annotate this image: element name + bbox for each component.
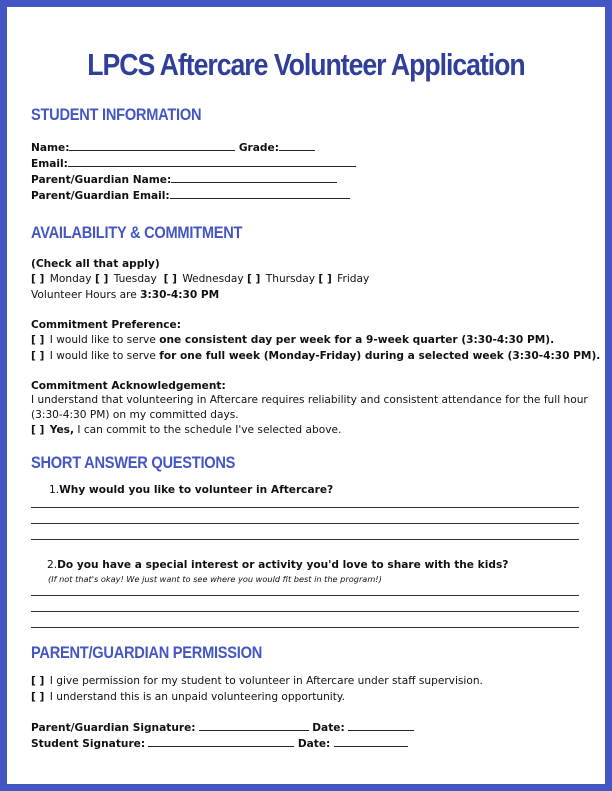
grade-field[interactable] xyxy=(279,140,315,151)
volunteer-hours: Volunteer Hours are 3:30-4:30 PM xyxy=(31,289,220,301)
checkbox-permission[interactable]: [ ] xyxy=(31,675,45,687)
preference-option-quarter: [ ] I would like to serve one consistent day per week for a 9-week quarter (3:30-4:30 PM). xyxy=(31,334,555,346)
preference-label: Commitment Preference: xyxy=(31,319,181,331)
question-1: 1.Why would you like to volunteer in Aftercare? xyxy=(49,484,334,496)
parent-name-row xyxy=(31,172,337,188)
parent-signature-field[interactable] xyxy=(199,720,309,731)
answer-1-line-1[interactable] xyxy=(31,507,579,508)
name-grade-row xyxy=(31,140,315,156)
parent-date-label: Date: xyxy=(312,722,345,734)
email-row xyxy=(31,156,356,172)
parent-signature-label: Parent/Guardian Signature: xyxy=(31,722,196,734)
answer-1-line-3[interactable] xyxy=(31,539,579,540)
checkbox-quarter[interactable]: [ ] xyxy=(31,334,45,346)
student-date-label: Date: xyxy=(297,738,331,750)
section-heading-short-answer: SHORT ANSWER QUESTIONS xyxy=(31,453,236,472)
checkbox-unpaid[interactable]: [ ] xyxy=(31,691,45,703)
section-heading-student-info: STUDENT INFORMATION xyxy=(31,105,202,124)
checkbox-wednesday[interactable]: [ ] xyxy=(163,273,177,285)
check-note: (Check all that apply) xyxy=(31,258,160,270)
hours-value: 3:30-4:30 PM xyxy=(140,289,220,301)
checkbox-monday[interactable]: [ ] xyxy=(31,273,45,285)
question-2: 2.Do you have a special interest or activity you'd love to share with the kids? xyxy=(47,559,509,571)
checkbox-commit[interactable]: [ ] xyxy=(31,424,45,436)
answer-2-line-1[interactable] xyxy=(31,595,579,596)
day-label-thursday: Thursday xyxy=(265,273,316,285)
parent-email-row xyxy=(31,188,350,204)
name-label: Name: xyxy=(31,142,70,154)
student-signature-row xyxy=(31,736,408,752)
checkbox-tuesday[interactable]: [ ] xyxy=(94,273,109,285)
acknowledgement-text: I understand that volunteering in Aftercare requires reliability and consistent attendance for the full hour (3:30-4:30 PM) on my committed days. xyxy=(31,394,588,421)
parent-name-label: Parent/Guardian Name: xyxy=(31,174,172,186)
acknowledgement-label: Commitment Acknowledgement: xyxy=(31,380,226,392)
day-label-monday: Monday xyxy=(49,273,92,285)
section-heading-permission: PARENT/GUARDIAN PERMISSION xyxy=(31,643,263,662)
parent-email-field[interactable] xyxy=(170,188,350,199)
answer-1-line-2[interactable] xyxy=(31,523,579,524)
checkbox-thursday[interactable]: [ ] xyxy=(247,273,261,285)
question-2-note: (If not that's okay! We just want to see where you would fit best in the program!) xyxy=(48,574,382,584)
preference-option-week: [ ] I would like to serve for one full week (Monday-Friday) during a selected week (3:30-4:30 PM). xyxy=(31,350,601,362)
day-label-tuesday: Tuesday xyxy=(113,273,157,285)
grade-label: Grade: xyxy=(238,142,279,154)
checkbox-friday[interactable]: [ ] xyxy=(318,273,332,285)
day-label-wednesday: Wednesday xyxy=(182,273,244,285)
parent-email-label: Parent/Guardian Email: xyxy=(31,190,170,202)
page-title: LPCS Aftercare Volunteer Application xyxy=(87,47,525,82)
day-label-friday: Friday xyxy=(337,273,370,285)
day-checkbox-row xyxy=(31,272,369,287)
student-signature-label: Student Signature: xyxy=(31,738,146,750)
email-label: Email: xyxy=(31,158,68,170)
permission-item-unpaid: [ ] I understand this is an unpaid volunteering opportunity. xyxy=(31,691,346,703)
student-date-field[interactable] xyxy=(334,736,408,747)
name-field[interactable] xyxy=(69,140,235,151)
email-field[interactable] xyxy=(68,156,356,167)
answer-2-line-3[interactable] xyxy=(31,627,579,628)
permission-item-supervision: [ ] I give permission for my student to volunteer in Aftercare under staff supervision. xyxy=(31,675,483,687)
section-heading-availability: AVAILABILITY & COMMITMENT xyxy=(31,223,243,242)
parent-name-field[interactable] xyxy=(171,172,337,183)
parent-date-field[interactable] xyxy=(348,720,414,731)
acknowledgement-commit: [ ] Yes, I can commit to the schedule I've selected above. xyxy=(31,424,342,436)
answer-2-line-2[interactable] xyxy=(31,611,579,612)
checkbox-full-week[interactable]: [ ] xyxy=(31,350,45,362)
student-signature-field[interactable] xyxy=(148,736,294,747)
parent-signature-row xyxy=(31,720,414,736)
